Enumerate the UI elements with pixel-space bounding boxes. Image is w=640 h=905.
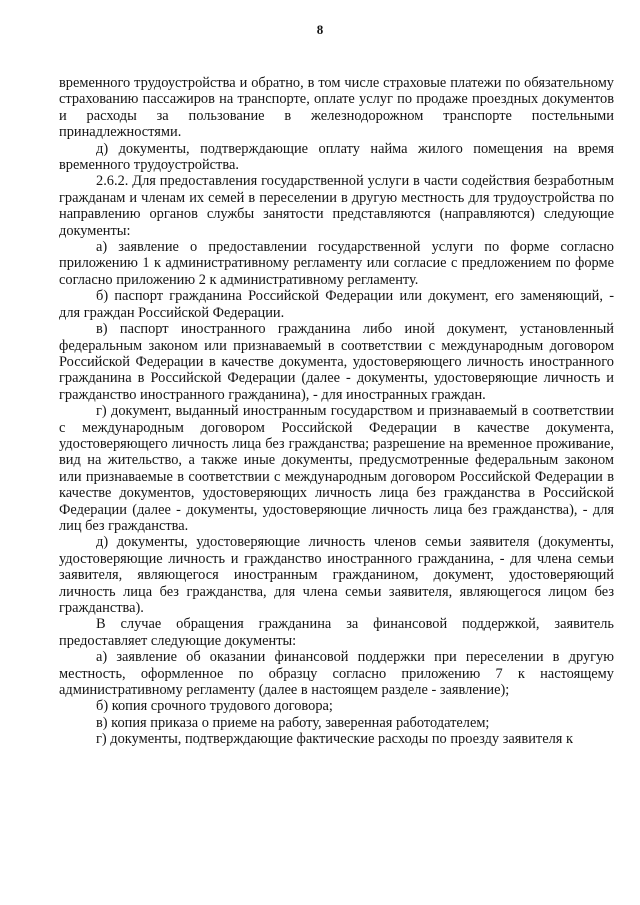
document-body	[59, 75, 614, 748]
paragraph: временного трудоустройства и обратно, в том числе страховые платежи по обязательному страхованию пассажиров на транспорте, оплате услуг по продаже проездных документов и расходы за пользование в железнодорожном транспорте постельными принадлежностями.	[59, 75, 614, 141]
paragraph: б) паспорт гражданина Российской Федерации или документ, его заменяющий, - для граждан Российской Федерации.	[59, 288, 614, 321]
paragraph: г) документы, подтверждающие фактические расходы по проезду заявителя к	[96, 731, 573, 748]
page-number: 8	[316, 22, 324, 37]
paragraph: д) документы, удостоверяющие личность членов семьи заявителя (документы, удостоверяющие личность и гражданство иностранного гражданина, - для члена семьи заявителя, являющегося иностранным гражданином, документ, удостоверяющий личность лица без гражданства, для члена семьи заявителя, являющегося лицом без гражданства).	[59, 534, 614, 616]
paragraph: д) документы, подтверждающие оплату найма жилого помещения на время временного трудоустройства.	[59, 140, 614, 174]
paragraph: В случае обращения гражданина за финансовой поддержкой, заявитель предоставляет следующие документы:	[59, 616, 614, 649]
paragraph: 2.6.2. Для предоставления государственной услуги в части содействия безработным гражданам и членам их семей в переселении в другую местность для трудоустройства по направлению органов службы занятости представляются (направляются) следующие документы:	[59, 173, 614, 239]
paragraph: а) заявление о предоставлении государственной услуги по форме согласно приложению 1 к административному регламенту или согласие с предложением по форме согласно приложению 2 к административному регламенту.	[59, 239, 614, 288]
paragraph: г) документ, выданный иностранным государством и признаваемый в соответствии с международным договором Российской Федерации в качестве документа, удостоверяющего личность лица без гражданства; разрешение на временное проживание, вид на жительство, а также иные документы, предусмотренные федеральным законом или признаваемые в соответствии с международным договором Российской Федерации в качестве документов, удостоверяющих личность лица без гражданства в Российской Федерации (далее - документы, удостоверяющие личность лица без гражданства), - для лиц без гражданства.	[59, 403, 614, 534]
paragraph: в) копия приказа о приеме на работу, заверенная работодателем;	[96, 714, 490, 731]
paragraph: б) копия срочного трудового договора;	[96, 698, 333, 715]
paragraph: а) заявление об оказании финансовой поддержки при переселении в другую местность, оформленное по образцу согласно приложению 7 к настоящему административному регламенту (далее в настоящем разделе - заявление);	[59, 649, 614, 699]
paragraph: в) паспорт иностранного гражданина либо иной документ, установленный федеральным законом или признаваемый в соответствии с международным договором Российской Федерации в качестве документа, удостоверяющего личность иностранного гражданина в Российской Федерации (далее - документы, удостоверяющие личность и гражданство иностранного гражданина), - для иностранных граждан.	[59, 321, 614, 403]
